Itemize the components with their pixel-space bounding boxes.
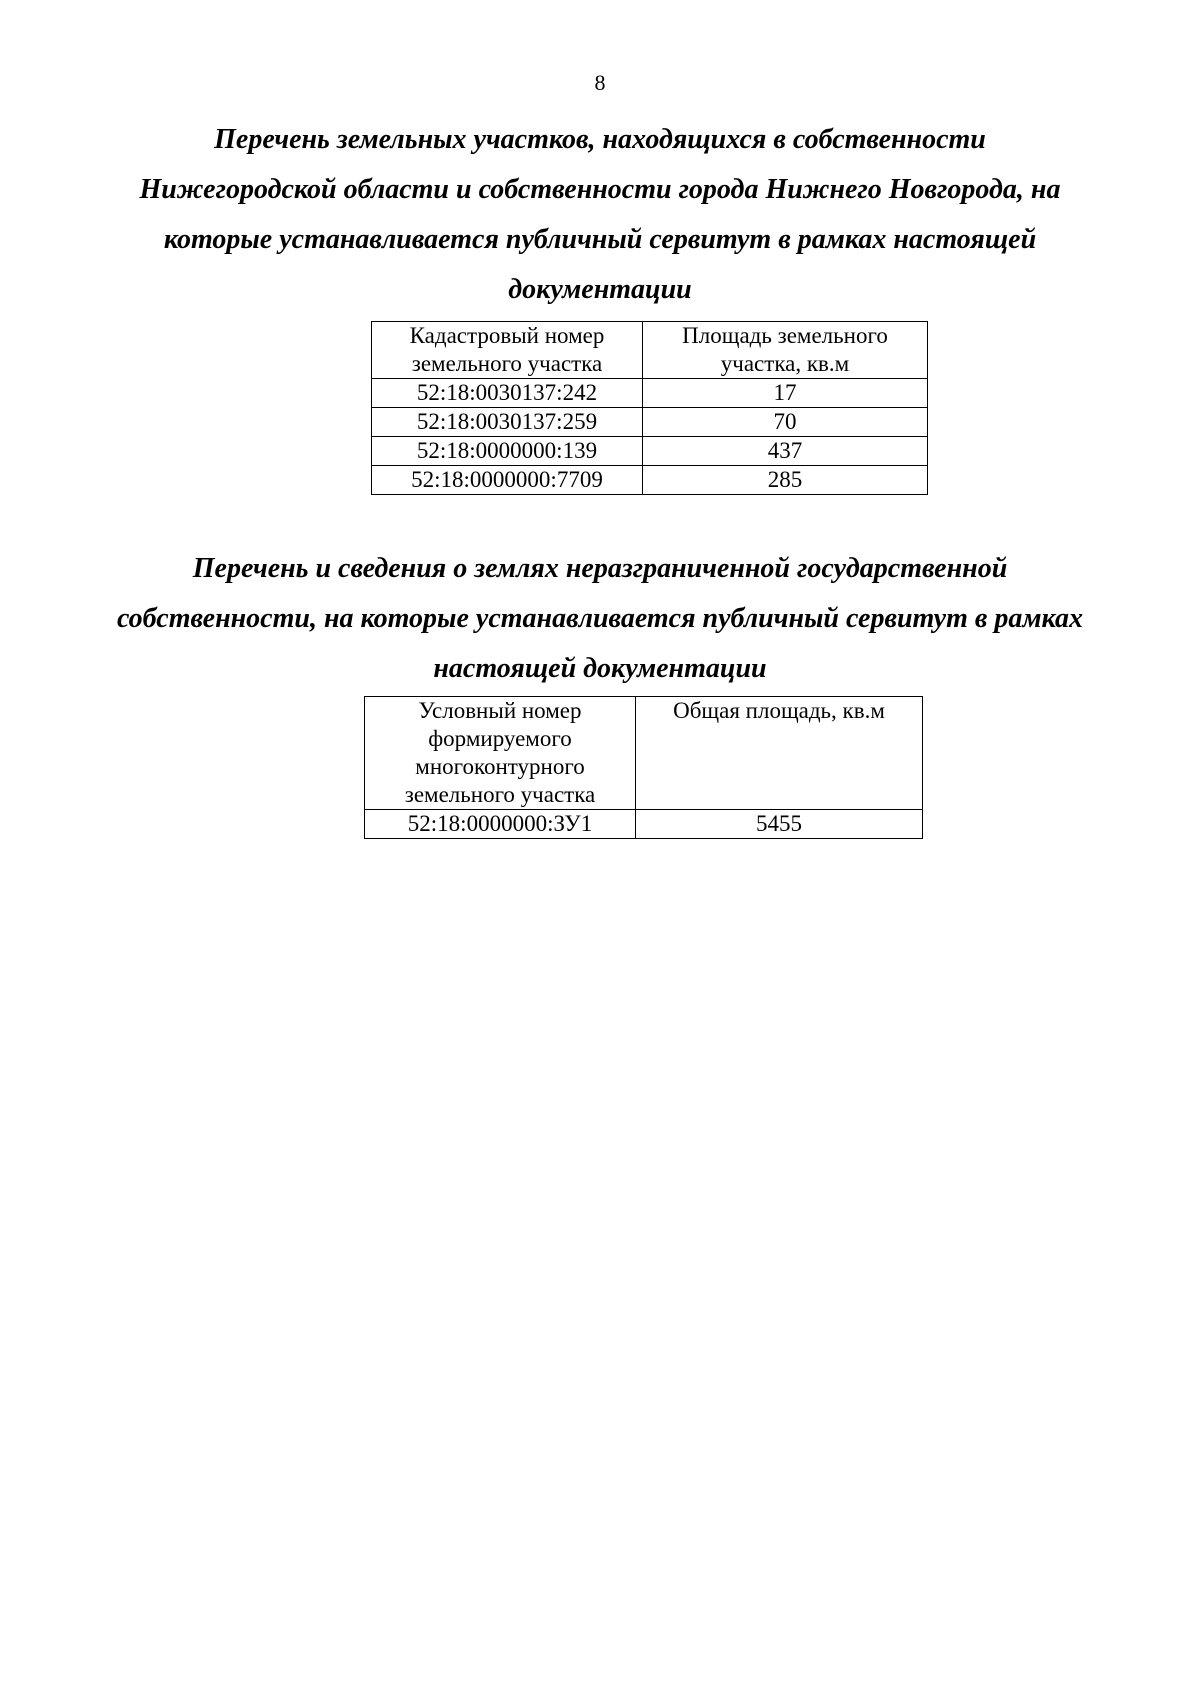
- heading-line: настоящей документации: [433, 653, 767, 684]
- header-cadastral-number: Кадастровый номер земельного участка: [372, 322, 643, 379]
- page-number: 8: [594, 70, 606, 95]
- heading-line: Перечень земельных участков, находящихся в собственности: [214, 124, 986, 155]
- section-1-heading: [0, 115, 1200, 315]
- table-header-row: [365, 697, 923, 810]
- area-cell: 285: [643, 466, 928, 495]
- header-conditional-number: Условный номер формируемого многоконтурного земельного участка: [365, 697, 636, 810]
- conditional-number-cell: 52:18:0000000:ЗУ1: [365, 810, 636, 839]
- cadastral-number-cell: 52:18:0030137:242: [372, 379, 643, 408]
- section-2-heading: [0, 544, 1200, 694]
- cadastral-number-cell: 52:18:0030137:259: [372, 408, 643, 437]
- heading-line: собственности, на которые устанавливается публичный сервитут в рамках: [116, 603, 1084, 634]
- unallocated-lands-table: [364, 696, 923, 839]
- cadastral-number-cell: 52:18:0000000:139: [372, 437, 643, 466]
- table-header-row: [372, 322, 928, 379]
- heading-line: которые устанавливается публичный сервитут в рамках настоящей: [163, 224, 1037, 255]
- table-row: [372, 379, 928, 408]
- header-plot-area: Площадь земельного участка, кв.м: [643, 322, 928, 379]
- table-row: [372, 408, 928, 437]
- heading-line: Перечень и сведения о землях неразграниченной государственной: [192, 553, 1008, 584]
- heading-line: Нижегородской области и собственности города Нижнего Новгорода, на: [139, 174, 1061, 205]
- header-total-area: Общая площадь, кв.м: [636, 697, 923, 810]
- cadastral-number-cell: 52:18:0000000:7709: [372, 466, 643, 495]
- area-cell: 70: [643, 408, 928, 437]
- area-cell: 5455: [636, 810, 923, 839]
- table-row: [365, 810, 923, 839]
- area-cell: 437: [643, 437, 928, 466]
- area-cell: 17: [643, 379, 928, 408]
- heading-line: документации: [508, 274, 692, 305]
- table-row: [372, 466, 928, 495]
- land-plots-table: [371, 321, 928, 495]
- table-row: [372, 437, 928, 466]
